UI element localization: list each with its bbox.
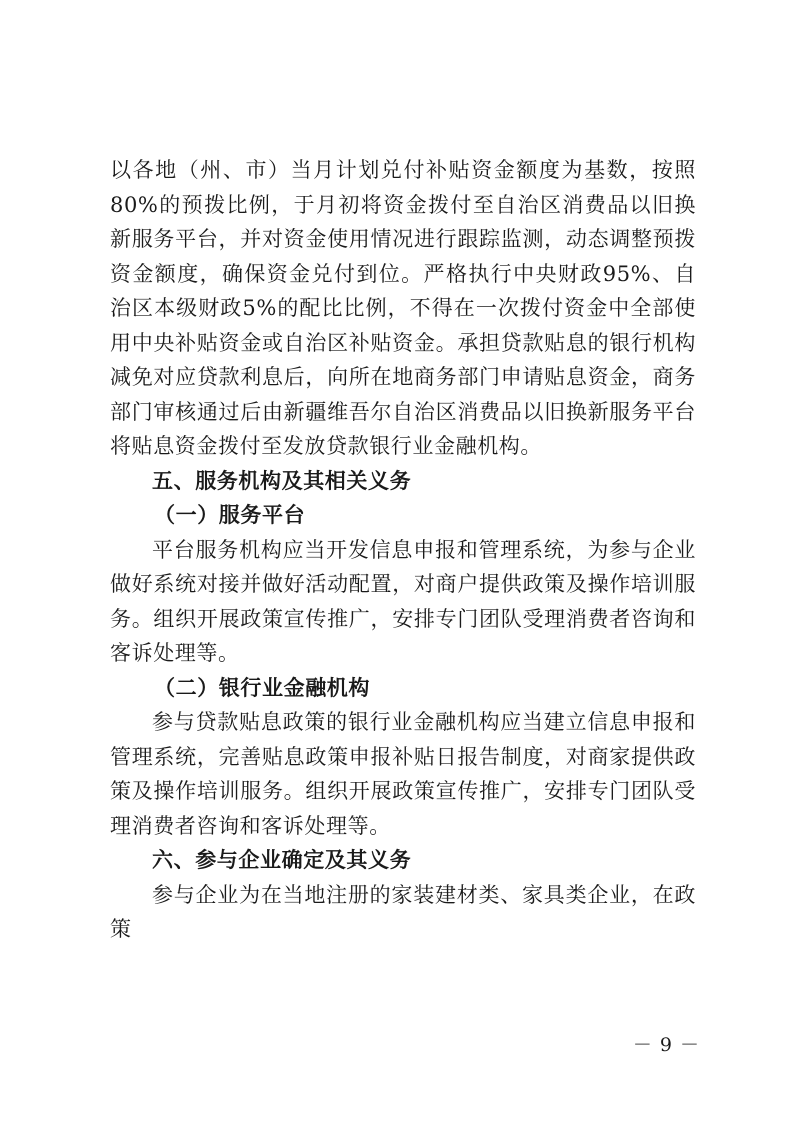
- paragraph-participating-enterprises: 参与企业为在当地注册的家装建材类、家具类企业，在政策: [110, 882, 696, 941]
- section-heading-service-institutions: 五、服务机构及其相关义务: [152, 468, 412, 493]
- section-heading-participating-enterprises: 六、参与企业确定及其义务: [152, 848, 412, 872]
- paragraph-service-platform: 平台服务机构应当开发信息申报和管理系统，为参与企业做好系统对接并做好活动配置，对商户提供政策及操作培训服务。组织开展政策宣传推广，安排专门团队受理消费者咨询和客诉处理等。: [110, 537, 696, 665]
- page-number: － 9 －: [632, 1034, 700, 1056]
- subsection-heading-banking-institutions: （二）银行业金融机构: [154, 675, 370, 700]
- paragraph-funding-allocation: 以各地（州、市）当月计划兑付补贴资金额度为基数，按照80%的预拨比例，于月初将资金拨付至自治区消费品以旧换新服务平台，并对资金使用情况进行跟踪监测，动态调整预拨资金额度，确保资金兑付到位。严格执行中央财政95%、自治区本级财政5%的配比比例，不得在一次拨付资金中全部使用中央补贴资金或自治区补贴资金。承担贷款贴息的银行机构减免对应贷款利息后，向所在地商务部门申请贴息资金，商务部门审核通过后由新疆维吾尔自治区消费品以旧换新服务平台将贴息资金拨付至发放贷款银行业金融机构。: [110, 158, 696, 458]
- paragraph-banking-institutions: 参与贷款贴息政策的银行业金融机构应当建立信息申报和管理系统，完善贴息政策申报补贴日报告制度，对商家提供政策及操作培训服务。组织开展政策宣传推广，安排专门团队受理消费者咨询和客诉处理等。: [110, 710, 696, 838]
- body-text: [110, 153, 696, 947]
- subsection-heading-service-platform: （一）服务平台: [154, 503, 306, 527]
